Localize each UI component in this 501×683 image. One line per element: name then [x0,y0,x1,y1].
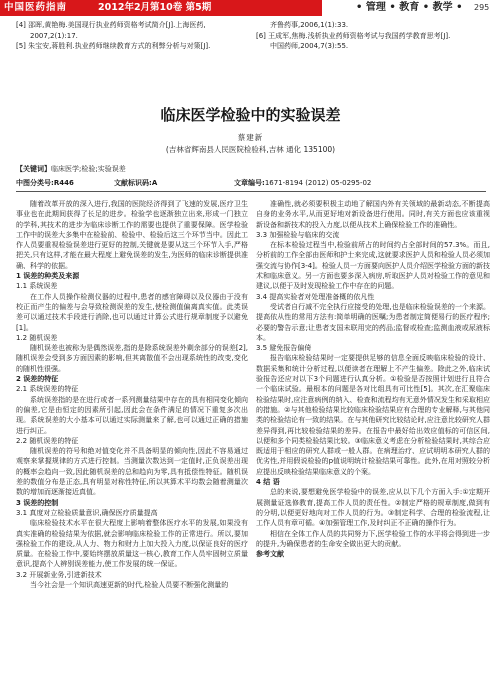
body-column-right [256,199,490,559]
section-heading: 2 误差的特征 [16,375,59,384]
subsection-heading: 1.2 随机误差 [16,333,58,342]
subsection-heading: 1.1 系统误差 [16,282,58,291]
subsection-heading: 2.2 随机误差的特征 [16,436,79,445]
reference-line: [5] 朱宝安,蒋胜利.执业药师继续教育方式的利弊分析与对策[J]. [16,42,211,50]
article-title: 临床医学检验中的实验误差 [160,106,341,124]
section-heading: 3 误差的控制 [16,498,59,507]
section-heading: 参考文献 [256,550,284,559]
doc-code-field [114,178,157,188]
doc-code-value: A [151,179,158,187]
author-affiliation: (吉林省辉南县人民医院检验科,吉林 通化 135100) [165,145,336,154]
body-paragraph: 随机误差也被称为是偶然误差,指的是除系统误差外剩余部分的误差[2],随机误差会受到多方面因素的影响,但其离散值不会出现系统性的改变,变化的随机性很强。 [16,344,248,373]
section-name: • 管理 • 教育 • 教学 • [356,2,463,13]
body-paragraph: 受试者自行减不完全执行应接受的处理,也是临床检验误差的一个来源。提高依从性的常用方法有:简单明确的医嘱;为患者制定简便易行的医疗程序;必要的警告示意;让患者支国未联用完的药品;监督或检查;监测血液或尿液标本。 [256,302,490,342]
subsection-heading: 3.4 提高实验者对处理准备概的依凡性 [256,292,375,301]
body-paragraph: 当今社会是一个知识高速更新的时代,检验人员要不断强化测量的 [30,580,229,589]
article-id-field [234,178,372,188]
clc-field [16,178,74,188]
section-heading: 4 结 语 [256,478,280,487]
body-paragraph: 临床检验技术水平在很大程度上影响着整体医疗水平的发展,如果没有真实准确的检验结果为依据,就会影响临床检验工作的正常进行。所以,要加强检验工作的建设,从人力、物力和财力上加大投入力度,以保证良好的医疗质量。在检验工作中,要始终摆放质量这一核心,教育工作人员牢固树立质量意识,提高个人辨别误差能力,使工作发展的统一保证。 [16,519,248,569]
keywords-line [16,164,126,174]
body-paragraph: 在标本检验过程当中,检验前所占的时间约占全部时间的57.3%。而且,分析前的工作全部由医师和护士来完成,这就要求医护人员和检验人员必须加强交流与协作[3-4]。检验人员一方面要向医护人员介绍医学检验方面的新技术和临床意义。另一方面也要多深入病房,听取医护人员对检验工作的意见和建议,以便于及时发现检验工作中存在的问题。 [256,241,490,291]
running-header [0,0,501,16]
clc-label: 中图分类号: [16,179,54,187]
subsection-heading: 3.3 加强检验与临床的交流 [256,230,340,239]
clc-value: R446 [53,179,74,187]
body-paragraph: 报告临床检验结果时一定要提供足够的信息全面反映临床检验的设计、数据采集和统计分析过程,以便读者在理解上不产生偏差。除此之外,临床试验报告还应对以下3个问题进行认真分析。①检验是否按照计划进行且符合一个临床试验。最根本的问题是各对比组具有可比性[5]。其次,在汇聚临床检验结果时,应注意病例的纳入、检查和流程均有无意外情况发生和采取相应的措施。②与其他检验结果比较临床检验结果应有合理的专业解释,与其他同类的检验结论有一致的结果。在与其他研究比较结论时,应注意比较研究人群差异得到,再比较检验结果的差异。在报告中最好给出效应值标的可信区间,以便和多个同类检验结果比较。③临床意义考虑在分析检验结果时,其综合应既适用于相应的研究人群或一般人群。在病理治疗、应试明明本研究人群的优劣性,并用假说检验的p值说明统计检验结果可靠性。此外,在用对照较分析应提出反映检验结果临床意义的个案。 [256,354,490,476]
body-paragraph: 系统误差指的是在进行或者一系列测量结果中存在的具有相同变化倾向的偏差,它是由恒定的因素所引起,因此会在条件满足的情况下重复多次出现。系统误差的大小基本可以通过实际测量来了解,也可以通过正确的措施进行纠正。 [16,395,248,435]
body-paragraph: 准确性,就必须要积极主动地了解国内外有关领域的最新动态,不断提高自身的业务水平,从而更好地对新设备进行使用。同时,有关方面也应该重视新设备和新技术的投入力度,以便从技术上确保检验工作的准确性。 [256,200,490,229]
body-paragraph: 总的来说,要想避免医学检验中的误差,应从以下几个方面入手:①定期开展测量证选修教育,提高工作人员的责任性。②制定严格的规章制度,做到有的分明,以便更好地向对工作人员的行为。③制定科学、合理的检验流程,让工作人员有章可循。④加强管理工作,及时纠正不正确的操作行为。 [256,488,490,528]
article-id-label: 文章编号: [234,179,265,187]
journal-name: 中国医药指南 [4,2,68,13]
reference-line: 齐鲁药事,2006,1(1):33. [270,21,349,29]
issue-info: 2012年2月第10卷 第5期 [98,2,212,13]
section-heading: 1 误差的种类及来源 [16,272,80,281]
body-paragraph: 随着改革开放的深入进行,我国的医院经济得到了飞速的发展,医疗卫生事业也在此期间获得了长足的进步。检验学也逐渐独立出来,形成一门独立的学科,其技术的进步为临床诊断工作的需要也提供了重要保障。医学检验工作中的误差大多集中在检验前、检验中、检验后这三个环节当中。因此工作人员要重视检验误差进行更好的控制,关键就是要从这三个环节入手,严格把关,只有这样,才能在最大程度上避免误差的发生,为医师的临床诊断提供准确、科学的依据。 [16,200,248,270]
body-paragraph: 相信在全体工作人员的共同努力下,医学检验工作的水平将会得到进一步的提升,为确保患者的生命安全做出更大的贡献。 [256,529,490,548]
reference-line: 中国药师,2004,7(3):55. [270,42,349,50]
metadata-divider [16,191,486,192]
author-name: 蔡建新 [237,133,264,142]
reference-line: 2007,2(1):17. [30,31,78,40]
subsection-heading: 2.1 系统误差的特征 [16,385,79,394]
doc-code-label: 文献标识码: [114,179,152,187]
subsection-heading: 3.5 避免报告偏倚 [256,344,312,353]
reference-line: [4] 邵晖,黄艳梅.美国现行执业药师资格考试简介[J].上海医药, [16,21,206,29]
keywords-text: 临床医学;检验;实验误差 [51,165,126,173]
subsection-heading: 3.1 真度对立检验质量意识,确保医疗质量提高 [16,508,158,517]
body-paragraph: 随机误差的符号和绝对值变化并不具备明显的倾向性,因此不容易通过观察来掌握规律的方式进行控制。当测量次数达到一定值时,正负误差出现的概率会趋向一致,因此随机误差的总和趋向为零,具有抵偿性特征。随机误差的数值分布是正态,具有明显对称性特征,所以其算术平均数会随着测量次数的增加而逐渐接近真值。 [16,447,248,497]
keywords-label: 【关键词】 [16,165,51,173]
body-column-left [16,199,248,590]
previous-article-references-right [256,20,492,52]
subsection-heading: 3.2 开展新业务,引进新技术 [16,570,102,579]
reference-line: [6] 王成军,焦梅.浅析执业药师资格考试与我国药学教育思考[J]. [256,31,451,40]
previous-article-references-left [16,20,248,52]
article-id-value: 1671-8194 (2012) 05-0295-02 [264,179,372,187]
page-number: 295 [474,3,490,12]
body-paragraph: 在工作人员操作检测仪器的过程中,患者的感官障碍以及仪器由于没有校正而产生的偏差与会导致检测误差的发生,使检测值偏离真实值。此类误差可以通过技术手段进行消除,也可以通过计算公式进行规章制度予以避免[1]。 [16,292,248,332]
